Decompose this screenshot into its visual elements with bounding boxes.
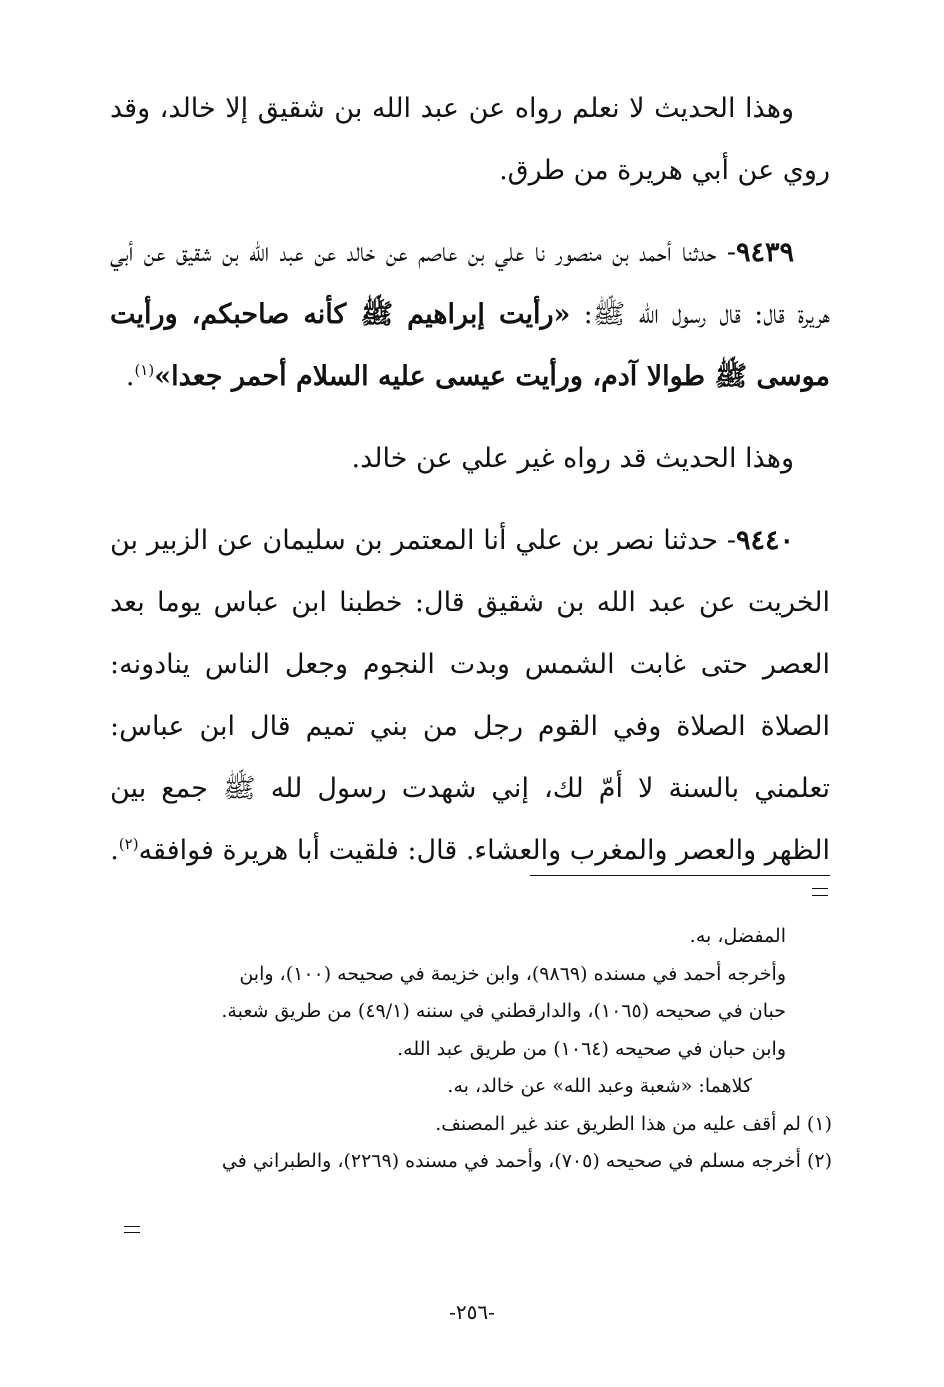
footnote-divider bbox=[530, 875, 830, 876]
hadith-end: . bbox=[110, 835, 119, 866]
main-text bbox=[110, 78, 830, 902]
footnote-1: (١) لم أقف عليه من هذا الطريق عند غير المصنف. bbox=[435, 1112, 832, 1135]
hadith-number: ٩٤٣٩ bbox=[735, 237, 794, 268]
footnote-2: (٢) أخرجه مسلم في صحيحه (٧٠٥)، وأحمد في مسنده (٢٢٦٩)، والطبراني في bbox=[221, 1150, 832, 1172]
hadith-separator: - bbox=[716, 237, 736, 268]
footnote-ref-2[interactable]: (٢) bbox=[118, 835, 139, 853]
hadith-number: ٩٤٤٠ bbox=[735, 525, 794, 556]
hadith-end: . bbox=[125, 361, 135, 392]
paragraph-intro: وهذا الحديث لا نعلم رواه عن عبد الله بن شقيق إلا خالد، وقد روي عن أبي هريرة من طرق. bbox=[110, 93, 830, 186]
footnote-continuation-line: وابن حبان في صحيحه (١٠٦٤) من طريق عبد الله. bbox=[397, 1037, 786, 1060]
footnote-continuation-line: وأخرجه أحمد في مسنده (٩٨٦٩)، وابن خزيمة في صحيحه (١٠٠)، وابن bbox=[239, 962, 786, 985]
hadith-9439 bbox=[110, 222, 830, 408]
hadith-9440 bbox=[110, 510, 830, 882]
footnotes bbox=[110, 918, 832, 1181]
footnote-continuation-line: المفضل، به. bbox=[689, 925, 786, 947]
footnote-continuation-line: كلاهما: «شعبة وعبد الله» عن خالد، به. bbox=[447, 1075, 752, 1097]
page-number: -٢٥٦- bbox=[449, 1300, 495, 1324]
hadith-chain: حدثنا أحمد بن منصور نا علي بن عاصم عن خالد عن عبد الله بن شقيق عن أبي هريرة قال: قال رسول الله ﷺ: bbox=[110, 237, 831, 330]
continuation-mark-top bbox=[812, 888, 828, 896]
hadith-matn: «رأيت إبراهيم ﷺ كأنه صاحبكم، ورأيت موسى ﷺ طوالا آدم، ورأيت عيسى عليه السلام أحمر جعدا» bbox=[110, 299, 830, 392]
paragraph-note: وهذا الحديث قد رواه غير علي عن خالد. bbox=[351, 443, 794, 474]
hadith-separator: - bbox=[718, 525, 736, 556]
footnote-ref-1[interactable]: (١) bbox=[134, 361, 155, 379]
continuation-mark-bottom bbox=[124, 1226, 140, 1233]
footnote-continuation-line: حبان في صحيحه (١٠٦٥)، والدارقطني في سننه (٤٩/١) من طريق شعبة. bbox=[221, 1000, 786, 1022]
hadith-text: حدثنا نصر بن علي أنا المعتمر بن سليمان عن الزبير بن الخريت عن عبد الله بن شقيق قال: خطبنا ابن عباس يوما بعد العصر حتى غابت الشمس وبدت النجوم وجعل الناس ينادونه: الصلاة الصلاة وفي القوم رجل من بني تميم قال ابن عباس: تعلمني بالسنة لا أمّ لك، إني شهدت رسول لله ﷺ جمع بين الظهر والعصر والمغرب والعشاء. قال: فلقيت أبا هريرة فوافقه bbox=[110, 525, 830, 866]
